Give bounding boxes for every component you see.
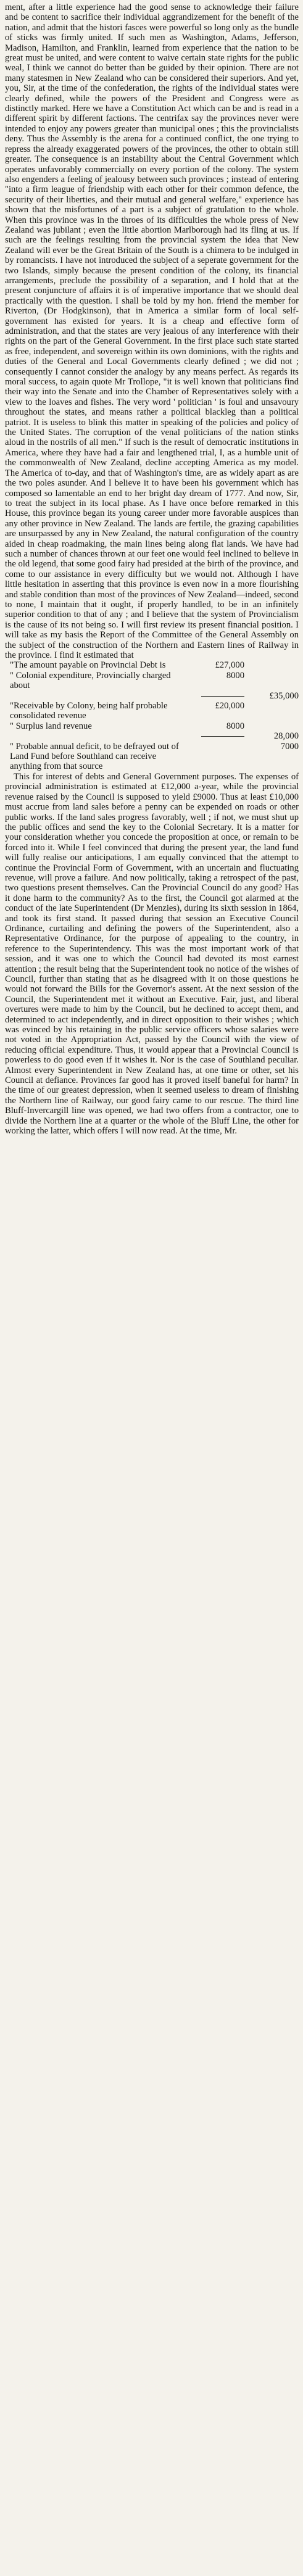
sum-rule xyxy=(201,696,244,698)
ledger-row-annual-deficit xyxy=(10,742,299,772)
ledger-row-subtotal-charges xyxy=(10,691,299,701)
article-body-paragraph: This for interest of debts and General Government purposes. The expenses of provincial administration is estimated at £12,000 a-year, while the provincial revenue raised by the Council is supposed to yield £9000. Thus at least £10,000 must accrue from land sales before a penny can be expended on roads or other public works. If the land sales progress favorably, well ; if not, we must shut up the public offices and send the key to the Colonial Secretary. It is a matter for your consideration whether you concede the proposition at once, or remain to be forced into it. While I feel convinced that during the present year, the land fund will fully realise our anticipations, I am equally convinced that the attempt to continue the Provincial Form of Government, with an uncertain and fluctuating revenue, will prove a failure. And now politically, taking a retrospect of the past, two questions present themselves. Can the Provincial Council do any good? Has it done harm to the community? As to the first, the Council got alarmed at the conduct of the late Superintendent (Dr Menzies), during its sixth session in 1864, and took its first stand. It passed during that session an Executive Council Ordinance, curtailing and defining the powers of the Superintendent, also a Representative Ordinance, for the purpose of appealing to the country, in reference to the Superintendency. This was the most important work of that session, and it was one to which the Council had devoted its most earnest attention ; the result being that the Superintendent took no notice of the wishes of Council, further than stating that as he disagreed with it on those questions he would not forward the Bills for the Governor's assent. At the next session of the Council, the Superintendent met it without an Executive. Fair, just, and liberal overtures were made to him by the Council, but he declined to accept them, and determined to act independently, and in direct opposition to their wishes ; which was evinced by his retaining in the public service officers whose salaries were not voted in the Appropriation Act, passed by the Council with the view of reducing official expenditure. Thus, it would appear that a Provincial Council is powerless to do good even if it wishes it. Nor is the case of Southland peculiar. Almost every Superintendent in New Zealand has, at one time or other, set his Council at defiance. Provinces far good has it proved itself baneful for harm? In the time of our greatest depression, when it seemed useless to dream of finishing the Northern line of Railway, our good fairy came to our rescue. The third line Bluff-Invercargill line was opened, we had two offers from a contractor, one to divide the Northern line at a quarter or the whole of the Bluff Line, the other for working the latter, which offers I will now read. At the time, Mr. xyxy=(5,771,299,1137)
ledger-label: " Surplus land revenue xyxy=(10,721,92,731)
ledger-row-receivable-by-colony xyxy=(10,701,299,721)
ledger-total: £35,000 xyxy=(269,690,299,701)
article-body-paragraph: ment, after a little experience had the good sense to acknowledge their failure and be content to sacrifice their individual aggrandizement for the benefit of the nation, and admit that the histori fasces were powerful so long only as the bundle of sticks was firmly united. If such men as Washington, Adams, Jefferson, Madison, Hamilton, and Franklin, learned from experience that the nation to be great must be united, and were content to waive certain state rights for the public weal, I think we cannot do better than be guided by their opinion. There are not many statesmen in New Zealand who can be considered their superiors. And yet, you, Sir, at the time of the confederation, the rights of the individual states were clearly defined, while the powers of the President and Congress were as distinctly marked. Here we have a Constitution Act which can be and is read in a different spirit by different factions. The centrifax say the provinces never were intended to enjoy any powers greater than municipal ones ; this the provincialists deny. Thus the Assembly is the arena for a continued conflict, the one trying to repress the already exaggerated powers of the provinces, the other to obtain still greater. The consequence is an instability about the Central Government which operates unfavorably commercially on every portion of the colony. The system also engenders a feeling of jealousy between such provinces ; instead of entering "into a firm league of friendship with each other for their common defence, the security of their liberties, and their mutual and general welfare," experience has shown that the misfortunes of a part is a subject of gratulation to the whole. When this province was in the throes of its difficulties the whole press of New Zealand was jubilant ; even the little abortion Marlborough had its fling at us. If such are the feelings resulting from the provincial system the idea that New Zealand will ever be the Great Britain of the South is a chimera to be indulged in by romancists. I have not introduced the subject of a seperate government for the two Islands, simply because the present condition of the colony, its financial arrangements, preclude the possibility of a separation, and I hold that at the present conjuncture of affairs it is of imperative importance that we should deal practically with the question. I shall be told by my hon. friend the member for Riverton, (Dr Hodgkinson), that in America a similar form of local self-government has existed for years. It is a cheap and effective form of administration, and that the states are very jealous of any interference with their rights on the part of the General Government. In the first place such state started as free, independent, and sovereign within its own dominions, with the rights and duties of the General and Local Governments clearly defined ; we did not ; consequently I cannot consider the analogy by any means perfect. As regards its moral success, to again quote Mr Trollope, "it is well known that politicians find their way into the Senate and into the Chamber of Representatives solely with a view to the loaves and fishes. The very word ' politician ' is foul and unsavoury throughout the states, and means rather a political blackleg than a political patriot. It is useless to blink this matter in speaking of the policies and policy of the United States. The corruption of the venal politicians of the nation stinks aloud in the nostrils of all men." If such is the result of democratic institutions in America, where they have had a fair and lengthened trial, I, as a humble unit of the commonwealth of New Zealand, decline accepting America as my model. The America of to-day, and that of Washington's time, are as widely apart as are the two poles asunder. And I believe it to have been his government which has composed so lamentable an end to her bright day dream of 1777. And now, Sir, to treat the subject in its local phase. As I have once before remarked in this House, this province began its young career under more favorable auspices than any other province in New Zealand. The lands are fertile, the grazing capabilities are unsurpassed by any in New Zealand, the natural configuration of the country aided in cheap roadmaking, the main lines being along flat lands. We have had such a number of chances thrown at our feet one would feel inclined to believe in the old legend, that some good fairy had presided at the birth of the province, and come to our assistance in every difficulty but we would not. Although I have little hesitation in asserting that this province is even now in a more flourishing and stable condition than most of the provinces of New Zealand—indeed, second to none, I maintain that it ought, if properly handled, to be in an infinitely superior condition to that of any ; and I believe that the system of Provincialism is the cause of its not being so. I will first review its present financial position. I will take as my basis the Report of the Committee of the General Assembly on the subject of the construction of the Northern and Eastern lines of Railway in the province. I find it estimated that xyxy=(5,2,299,660)
ledger-amount: 8000 xyxy=(226,721,244,731)
ledger-total: 7000 xyxy=(280,741,299,752)
ledger-amount: £20,000 xyxy=(215,701,244,711)
ledger-label: " Colonial expenditure, Provincially charged about xyxy=(10,670,171,691)
ledger-label: " Probable annual deficit, to be defrayed out of Land Fund before Southland can receive anything from that source xyxy=(10,741,179,772)
ledger-row-colonial-expenditure xyxy=(10,671,299,691)
sum-rule xyxy=(201,736,244,739)
ledger-row-subtotal-receipts xyxy=(10,731,299,741)
ledger-total: 28,000 xyxy=(273,731,299,742)
ledger-row-provincial-debt xyxy=(10,660,299,670)
ledger-amount xyxy=(186,731,244,741)
ledger-label: "Receivable by Colony, being half probable consolidated revenue xyxy=(10,701,168,721)
ledger-label: "The amount payable on Provincial Debt is xyxy=(10,660,166,671)
ledger-row-surplus-land-revenue xyxy=(10,721,299,731)
ledger-amount: 8000 xyxy=(226,670,244,681)
ledger-amount xyxy=(186,691,244,701)
financial-estimate-table xyxy=(10,660,299,771)
ledger-amount: £27,000 xyxy=(215,660,244,671)
